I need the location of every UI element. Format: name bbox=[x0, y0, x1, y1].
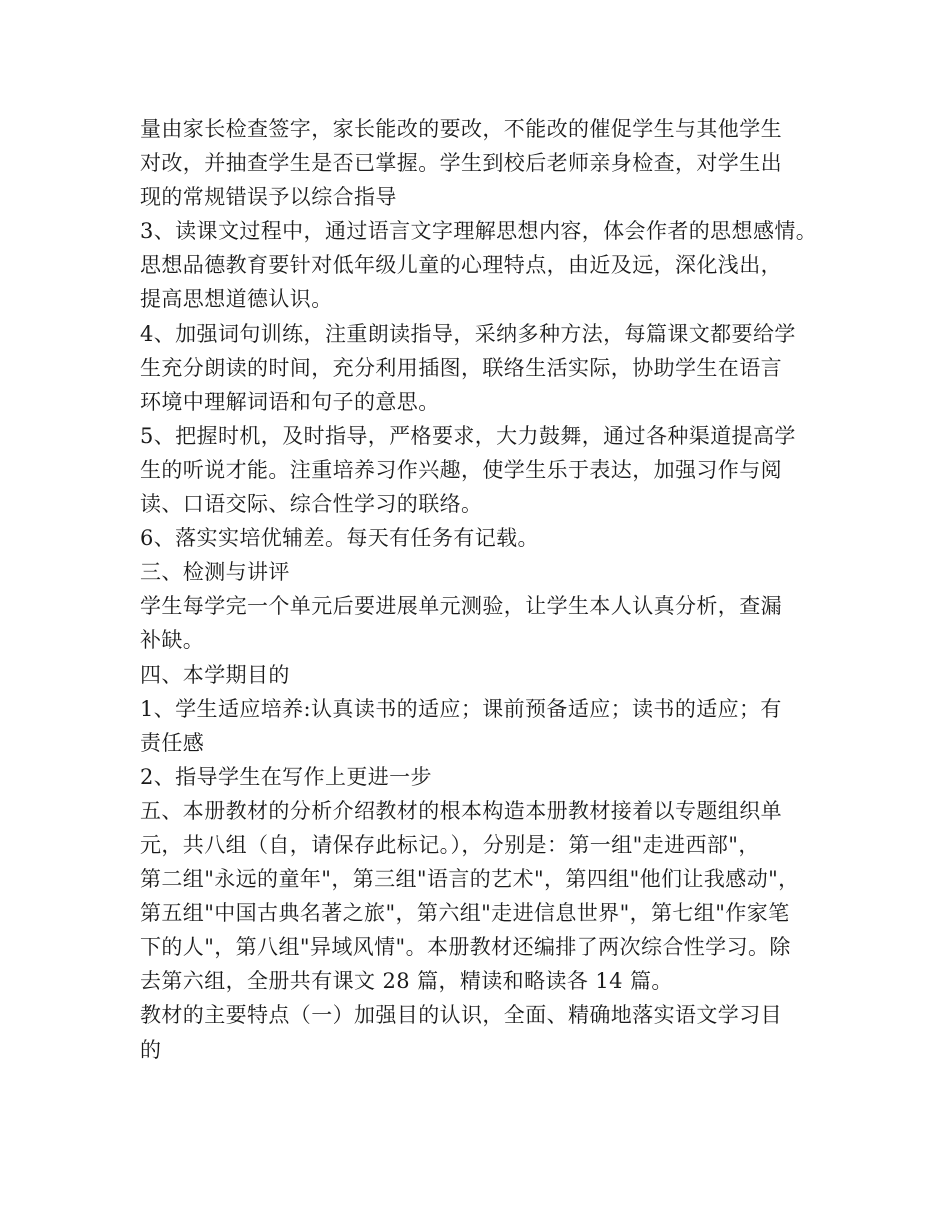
text-line: 补缺。 bbox=[140, 628, 205, 653]
section-heading: 五、本册教材的分析介绍教材的根本构造本册教材接着以专题组织单 bbox=[140, 798, 782, 823]
text-line: 生充分朗读的时间，充分利用插图，联络生活实际，协助学生在语言 bbox=[140, 355, 782, 380]
text-line: 1、学生适应培养:认真读书的适应；课前预备适应；读书的适应；有 bbox=[140, 696, 782, 721]
text-line: 第二组"永远的童年"，第三组"语言的艺术"，第四组"他们让我感动"， bbox=[140, 867, 800, 892]
document-body bbox=[140, 112, 830, 1067]
text-line: 去第六组，全册共有课文 28 篇，精读和略读各 14 篇。 bbox=[140, 969, 673, 994]
section-heading: 三、检测与讲评 bbox=[140, 560, 290, 585]
text-line: 学生每学完一个单元后要进展单元测验，让学生本人认真分析，查漏 bbox=[140, 594, 782, 619]
text-line: 的 bbox=[140, 1037, 162, 1062]
text-line: 量由家长检查签字，家长能改的要改，不能改的催促学生与其他学生 bbox=[140, 117, 782, 141]
section-heading: 四、本学期目的 bbox=[140, 662, 290, 687]
text-line: 6、落实实培优辅差。每天有任务有记载。 bbox=[140, 526, 539, 551]
text-line: 提高思想道德认识。 bbox=[140, 287, 333, 312]
text-line: 3、读课文过程中，通过语言文字理解思想内容，体会作者的思想感情。 bbox=[140, 219, 818, 244]
text-line: 读、口语交际、综合性学习的联络。 bbox=[140, 492, 483, 517]
text-line: 第五组"中国古典名著之旅"，第六组"走进信息世界"，第七组"作家笔 bbox=[140, 901, 790, 926]
text-line: 对改，并抽查学生是否已掌握。学生到校后老师亲身检查，对学生出 bbox=[140, 151, 782, 176]
text-line: 2、指导学生在写作上更进一步 bbox=[140, 764, 432, 789]
text-line: 责任感 bbox=[140, 730, 205, 755]
text-line: 思想品德教育要针对低年级儿童的心理特点，由近及远，深化浅出， bbox=[140, 253, 782, 278]
text-line: 教材的主要特点（一）加强目的认识，全面、精确地落实语文学习目 bbox=[140, 1003, 782, 1028]
text-line: 生的听说才能。注重培养习作兴趣，使学生乐于表达，加强习作与阅 bbox=[140, 457, 782, 482]
text-line: 4、加强词句训练，注重朗读指导，采纳多种方法，每篇课文都要给学 bbox=[140, 321, 796, 346]
text-line: 现的常规错误予以综合指导 bbox=[140, 185, 397, 210]
text-line: 5、把握时机，及时指导，严格要求，大力鼓舞，通过各种渠道提高学 bbox=[140, 423, 796, 448]
text-line: 元，共八组（自，请保存此标记。），分别是：第一组"走进西部"， bbox=[140, 832, 760, 857]
text-line: 下的人"，第八组"异域风情"。本册教材还编排了两次综合性学习。除 bbox=[140, 935, 791, 960]
text-line: 环境中理解词语和句子的意思。 bbox=[140, 389, 440, 414]
